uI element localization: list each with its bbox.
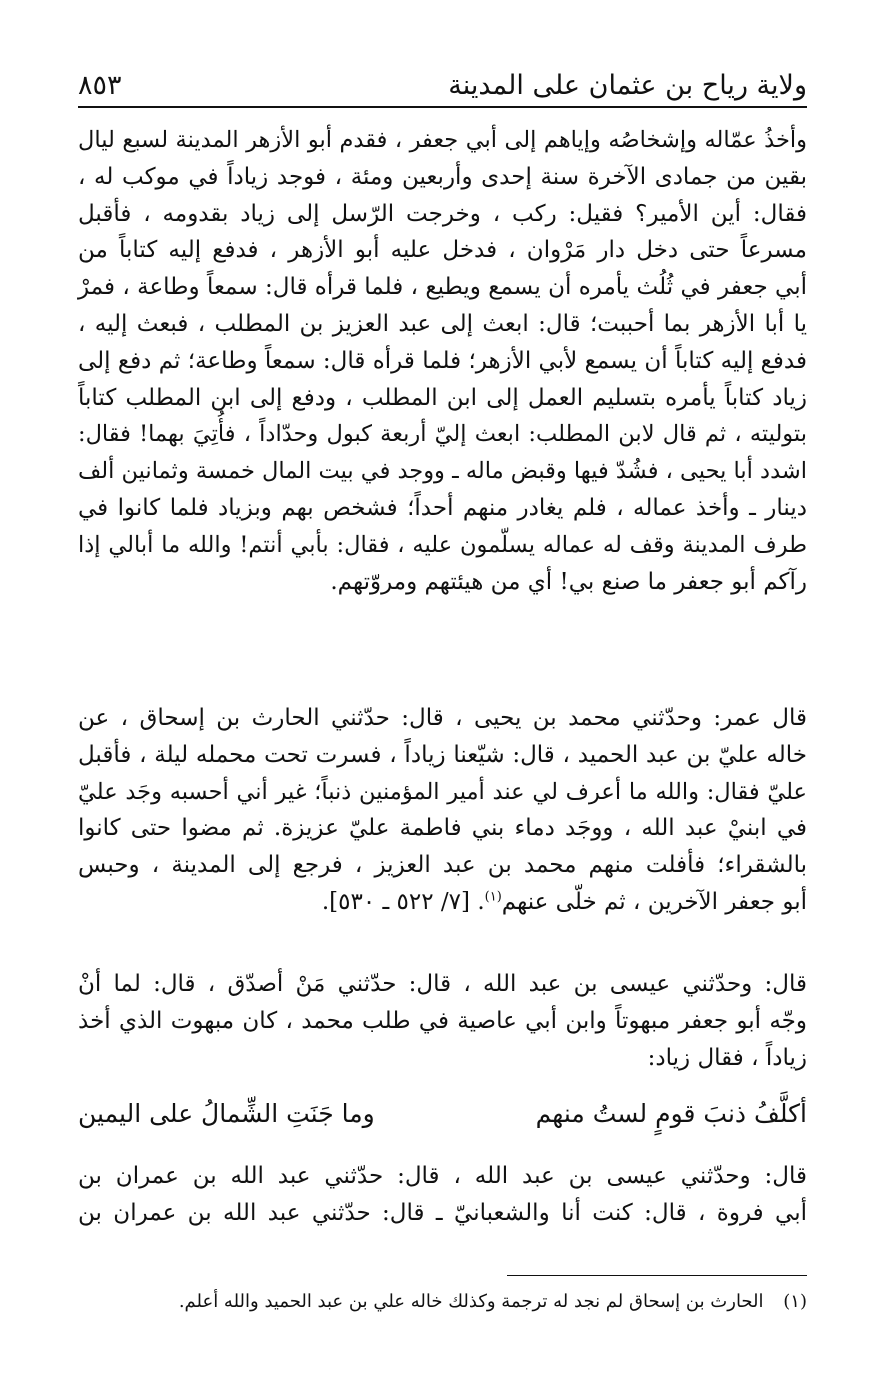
text-line: [78, 884, 807, 921]
verse-second-hemistich: وما جَنَتِ الشِّمالُ على اليمين: [78, 1099, 375, 1128]
running-title: ولاية رياح بن عثمان على المدينة: [448, 70, 807, 101]
footnote: [78, 1288, 807, 1316]
text-line: في ابنيْ عبد الله ، ووجَد دماء بني فاطمة عليّ عزيزة. ثم مضوا حتى كانوا: [78, 815, 807, 842]
text-line: رآكم أبو جعفر ما صنع بي! أي من هيئتهم ومروّتهم.: [330, 568, 807, 595]
page-header: [78, 62, 807, 108]
volume-page-reference: . [٧/ ٥٢٢ ـ ٥٣٠].: [321, 888, 485, 915]
text-fragment: أبو جعفر الآخرين ، ثم خلّى عنهم: [501, 888, 807, 915]
text-line: دينار ـ وأخذ عماله ، فلم يغادر منهم أحداً؛ فشخص بهم وبزياد فلما كانوا في: [78, 494, 807, 521]
footnote-marker: (١): [783, 1291, 807, 1312]
verse-first-hemistich: أكلَّفُ ذنبَ قومٍ لستُ منهم: [535, 1099, 807, 1128]
paragraph-4: [78, 1158, 807, 1232]
text-line: قال: وحدّثني عيسى بن عبد الله ، قال: حدّثني مَنْ أصدّق ، قال: لما أنْ: [78, 971, 807, 997]
footnote-reference[interactable]: (١): [484, 889, 502, 905]
text-line: أبي جعفر في ثُلُث يأمره أن يسمع ويطيع ، فلما قرأه قال: سمعاً وطاعة ، فمرْ: [78, 274, 807, 301]
text-line: بالشقراء؛ فأفلت منهم محمد بن عبد العزيز ، فرجع إلى المدينة ، وحبس: [78, 852, 807, 879]
paragraph-3: [78, 966, 807, 1076]
text-line: عليّ فقال: والله ما أعرف لي عند أمير المؤمنين ذنباً؛ غير أني أحسبه وجَد عليّ: [78, 778, 807, 805]
text-line: بقين من جمادى الآخرة سنة إحدى وأربعين ومئة ، فوجد زياداً في موكب له ،: [78, 163, 807, 190]
poetry-verse: [78, 1094, 807, 1134]
text-line: زياداً ، فقال زياد:: [647, 1044, 807, 1071]
text-line: يا أبا الأزهر بما أحببت؛ قال: ابعث إلى عبد العزيز بن المطلب ، فبعث إليه ،: [78, 310, 807, 337]
text-line: مسرعاً حتى دخل دار مَرْوان ، فدخل عليه أبو الأزهر ، فدفع إليه كتاباً من: [78, 237, 807, 264]
text-line: بتوليته ، ثم قال لابن المطلب: ابعث إليّ أربعة كبول وحدّاداً ، فأُتِيَ بهما! فقال:: [78, 421, 807, 448]
text-line: اشدد أبا يحيى ، فشُدّ فيها وقبض ماله ـ ووجد في بيت المال خمسة وثمانين ألف: [77, 458, 807, 485]
text-line: خاله عليّ بن عبد الحميد ، قال: شيّعنا زياداً ، فسرت تحت محمله ليلة ، فأقبل: [78, 741, 807, 768]
text-line: قال عمر: وحدّثني محمد بن يحيى ، قال: حدّثني الحارث بن إسحاق ، عن: [78, 705, 807, 731]
text-line: أبي فروة ، قال: كنت أنا والشعبانيّ ـ قال: حدّثني عبد الله بن عمران بن: [78, 1199, 807, 1226]
text-line: وأخذُ عمّاله وإشخاصُه وإياهم إلى أبي جعفر ، فقدم أبو الأزهر المدينة لسبع ليال: [78, 127, 807, 153]
text-line: زياد كتاباً يأمره بتسليم العمل إلى ابن المطلب ، ودفع إلى ابن المطلب كتاباً: [78, 384, 807, 411]
text-line: وجّه أبو جعفر مبهوتاً وابن أبي عاصية في طلب محمد ، كان مبهوت الذي أخذ: [78, 1007, 807, 1034]
footnote-divider: [507, 1275, 807, 1276]
paragraph-2: [78, 700, 807, 921]
paragraph-1: [78, 122, 807, 600]
text-line: طرف المدينة وقف له عماله يسلّمون عليه ، فقال: بأبي أنتم! والله ما أبالي إذا: [78, 531, 807, 558]
text-line: فدفع إليه كتاباً أن يسمع لأبي الأزهر؛ فلما قرأه قال: سمعاً وطاعة؛ ثم دفع إلى: [78, 347, 807, 374]
footnote-text: الحارث بن إسحاق لم نجد له ترجمة وكذلك خاله علي بن عبد الحميد والله أعلم.: [178, 1291, 764, 1312]
text-line: قال: وحدّثني عيسى بن عبد الله ، قال: حدّثني عبد الله بن عمران بن: [78, 1163, 807, 1189]
text-line: فقال: أين الأمير؟ فقيل: ركب ، وخرجت الرّسل إلى زياد بقدومه ، فأقبل: [78, 200, 807, 227]
page-number: ٨٥٣: [78, 70, 122, 101]
